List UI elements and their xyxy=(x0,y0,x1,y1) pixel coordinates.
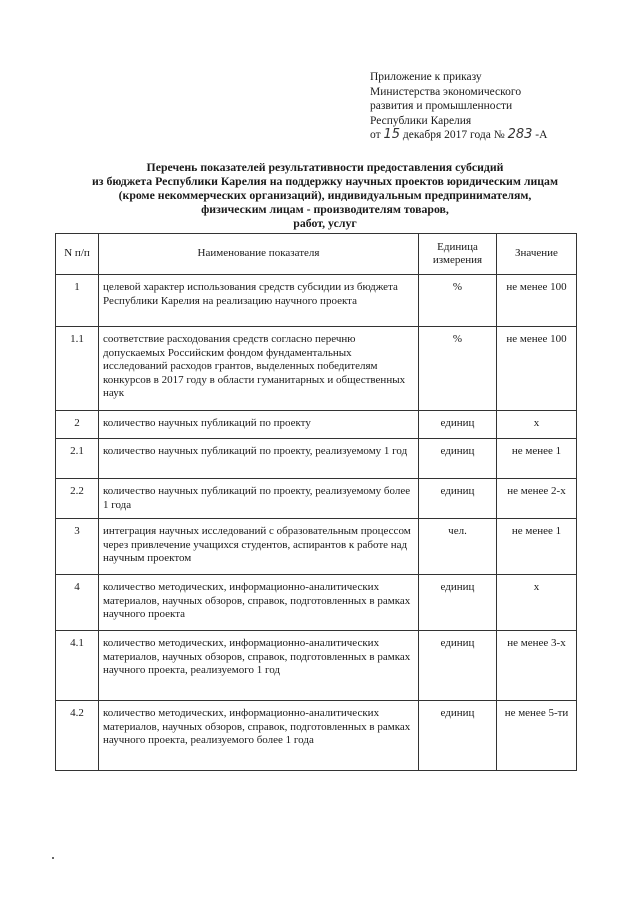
header-name: Наименование показателя xyxy=(99,234,419,275)
row-unit: единиц xyxy=(419,701,497,771)
document-title xyxy=(60,160,590,230)
row-unit: % xyxy=(419,275,497,327)
title-line: из бюджета Республики Карелия на поддержку научных проектов юридическим лицам xyxy=(92,174,558,188)
row-unit: единиц xyxy=(419,439,497,479)
row-num: 2.1 xyxy=(56,439,99,479)
row-value: не менее 3-х xyxy=(497,631,577,701)
approval-line: Республики Карелия xyxy=(370,114,472,127)
table-row xyxy=(56,479,577,519)
row-name: количество методических, информационно-аналитических материалов, научных обзоров, справок, подготовленных в рамках научного проекта, реализуемого 1 год xyxy=(99,631,419,701)
row-name: количество методических, информационно-аналитических материалов, научных обзоров, справок, подготовленных в рамках научного проекта, реализуемого более 1 года xyxy=(99,701,419,771)
row-num: 4 xyxy=(56,575,99,631)
row-unit: единиц xyxy=(419,575,497,631)
row-value: х xyxy=(497,411,577,439)
table-row xyxy=(56,519,577,575)
indicators-table xyxy=(55,233,577,771)
row-num: 1 xyxy=(56,275,99,327)
row-value: не менее 5-ти xyxy=(497,701,577,771)
row-value: х xyxy=(497,575,577,631)
row-num: 4.1 xyxy=(56,631,99,701)
approval-date-line xyxy=(370,128,620,143)
table-row xyxy=(56,411,577,439)
row-unit: единиц xyxy=(419,631,497,701)
title-line: Перечень показателей результативности предоставления субсидий xyxy=(146,160,504,174)
table-row xyxy=(56,275,577,327)
approval-line: Министерства экономического xyxy=(370,85,522,98)
row-value: не менее 1 xyxy=(497,439,577,479)
approval-line: развития и промышленности xyxy=(370,100,513,112)
row-num: 3 xyxy=(56,519,99,575)
approval-block xyxy=(370,70,620,143)
table-row xyxy=(56,327,577,411)
row-num: 2.2 xyxy=(56,479,99,519)
table-row xyxy=(56,439,577,479)
approval-line: Приложение к приказу xyxy=(370,71,482,83)
header-num: N п/п xyxy=(56,234,99,275)
scan-speck xyxy=(52,857,54,859)
row-name: количество научных публикаций по проекту xyxy=(99,411,419,439)
handwritten-day: 15 xyxy=(383,127,401,142)
row-name: количество научных публикаций по проекту, реализуемому 1 год xyxy=(99,439,419,479)
row-name: количество научных публикаций по проекту, реализуемому более 1 года xyxy=(99,479,419,519)
row-name: интеграция научных исследований с образовательным процессом через привлечение учащихся студентов, аспирантов к работе над научным проектом xyxy=(99,519,419,575)
header-value: Значение xyxy=(497,234,577,275)
table-header-row xyxy=(56,234,577,275)
title-line: работ, услуг xyxy=(293,216,357,230)
row-unit: единиц xyxy=(419,411,497,439)
title-line: физическим лицам - производителям товаров, xyxy=(201,202,449,216)
row-num: 1.1 xyxy=(56,327,99,411)
row-value: не менее 1 xyxy=(497,519,577,575)
header-unit: Единица измерения xyxy=(419,234,497,275)
row-value: не менее 2-х xyxy=(497,479,577,519)
row-name: количество методических, информационно-аналитических материалов, научных обзоров, справок, подготовленных в рамках научного проекта xyxy=(99,575,419,631)
table-row xyxy=(56,631,577,701)
row-value: не менее 100 xyxy=(497,275,577,327)
row-num: 4.2 xyxy=(56,701,99,771)
row-unit: чел. xyxy=(419,519,497,575)
date-suffix: -А xyxy=(535,129,548,141)
row-name: соответствие расходования средств согласно перечню допускаемых Российским фондом фундаментальных исследований расходов грантов, выделенных победителям конкурсов в 2017 году в области гуманитарных и общественных наук xyxy=(99,327,419,411)
table-row xyxy=(56,701,577,771)
row-unit: % xyxy=(419,327,497,411)
title-line: (кроме некоммерческих организаций), индивидуальным предпринимателям, xyxy=(118,188,532,202)
date-prefix: от xyxy=(370,129,381,141)
row-name: целевой характер использования средств субсидии из бюджета Республики Карелия на реализацию научного проекта xyxy=(99,275,419,327)
row-num: 2 xyxy=(56,411,99,439)
handwritten-order-number: 283 xyxy=(507,127,533,142)
row-unit: единиц xyxy=(419,479,497,519)
row-value: не менее 100 xyxy=(497,327,577,411)
table-row xyxy=(56,575,577,631)
date-middle: декабря 2017 года № xyxy=(402,129,505,141)
